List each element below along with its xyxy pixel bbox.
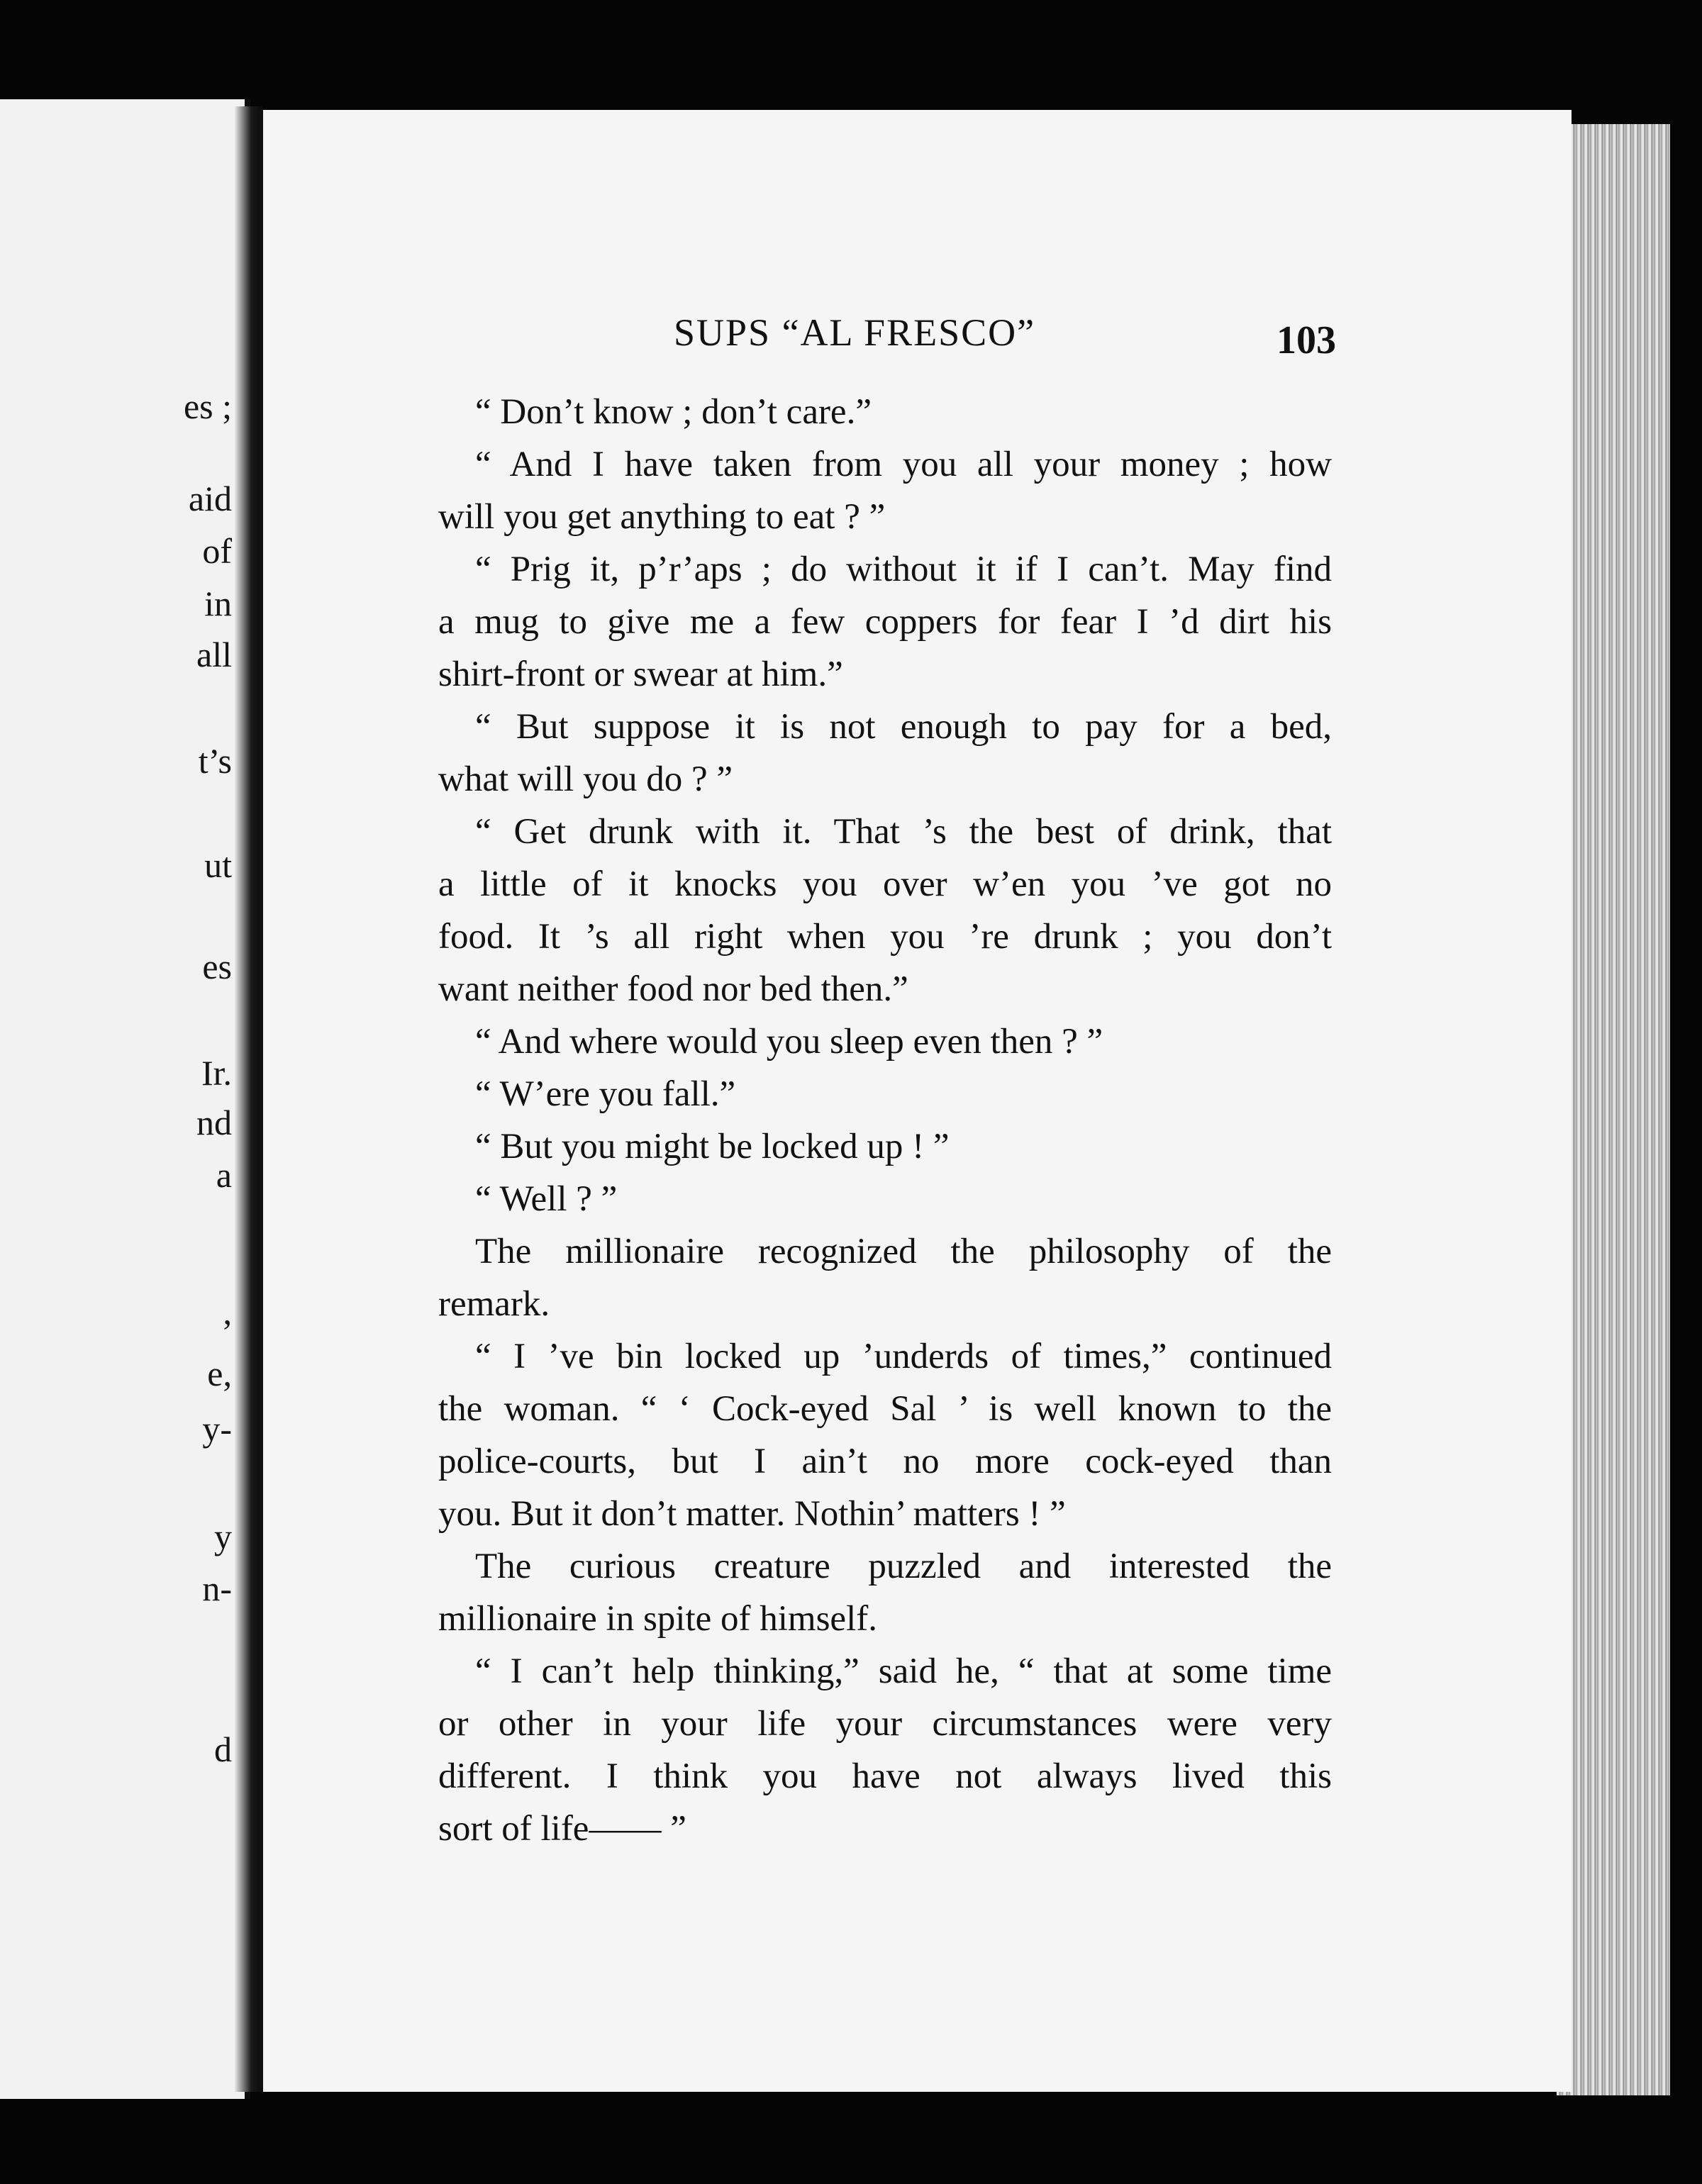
left-page-fragment: of bbox=[202, 531, 232, 571]
left-page-fragment: e, bbox=[207, 1354, 232, 1393]
text-line: you. But it don’t matter. Nothin’ matters ! ” bbox=[438, 1494, 1066, 1534]
text-line: a little of it knocks you over w’en you ’ve got no bbox=[438, 864, 1332, 904]
text-line: sort of life—— ” bbox=[438, 1809, 686, 1849]
left-page-fragment: y- bbox=[202, 1409, 232, 1449]
left-page-fragment: nd bbox=[196, 1103, 232, 1142]
text-line: will you get anything to eat ? ” bbox=[438, 497, 886, 537]
text-line: “ Get drunk with it. That ’s the best of drink, that bbox=[475, 812, 1332, 852]
left-page-fragment: in bbox=[204, 584, 232, 623]
text-line: “ Prig it, p’r’aps ; do without it if I can’t. May find bbox=[475, 550, 1332, 589]
text-line: or other in your life your circumstances were very bbox=[438, 1704, 1332, 1744]
text-line: want neither food nor bed then.” bbox=[438, 969, 908, 1009]
text-line: police-courts, but I ain’t no more cock-eyed than bbox=[438, 1442, 1332, 1481]
left-page bbox=[0, 99, 250, 2099]
left-page-fragment: es ; bbox=[183, 386, 232, 426]
text-line: millionaire in spite of himself. bbox=[438, 1599, 877, 1639]
text-line: “ I can’t help thinking,” said he, “ that at some time bbox=[475, 1651, 1332, 1691]
text-line: “ But you might be locked up ! ” bbox=[475, 1127, 950, 1166]
page-number: 103 bbox=[1276, 318, 1336, 362]
left-page-fragment: Ir. bbox=[201, 1053, 232, 1093]
running-head: SUPS “AL FRESCO” bbox=[674, 311, 1036, 354]
text-line: “ Well ? ” bbox=[475, 1179, 618, 1219]
left-page-fragment: n- bbox=[202, 1569, 232, 1608]
text-line: “ Don’t know ; don’t care.” bbox=[475, 392, 872, 432]
left-page-fragment: , bbox=[223, 1292, 232, 1332]
page-edges bbox=[1557, 124, 1670, 2095]
text-line: a mug to give me a few coppers for fear I ’d dirt his bbox=[438, 602, 1332, 642]
text-line: food. It ’s all right when you ’re drunk ; you don’t bbox=[438, 917, 1332, 957]
left-page-fragment: d bbox=[214, 1729, 232, 1769]
left-page-fragment: es bbox=[202, 947, 232, 986]
text-line: “ And I have taken from you all your money ; how bbox=[475, 445, 1332, 484]
left-page-fragment: a bbox=[216, 1155, 232, 1195]
text-line: different. I think you have not always lived this bbox=[438, 1756, 1332, 1796]
left-page-fragment: ut bbox=[204, 845, 232, 885]
text-line: the woman. “ ‘ Cock-eyed Sal ’ is well known to the bbox=[438, 1389, 1332, 1429]
text-line: The millionaire recognized the philosophy of the bbox=[475, 1232, 1332, 1271]
left-page-fragment: y bbox=[214, 1517, 232, 1556]
text-line: “ I ’ve bin locked up ’underds of times,” continued bbox=[475, 1337, 1332, 1376]
text-line: “ And where would you sleep even then ? ” bbox=[475, 1022, 1103, 1062]
book-gutter bbox=[234, 106, 262, 2092]
left-page-fragment: aid bbox=[188, 479, 232, 518]
text-line: what will you do ? ” bbox=[438, 759, 733, 799]
text-line: remark. bbox=[438, 1284, 550, 1324]
left-page-fragment: all bbox=[196, 635, 232, 674]
text-line: shirt-front or swear at him.” bbox=[438, 654, 843, 694]
left-page-fragment: t’s bbox=[198, 741, 232, 781]
text-line: “ W’ere you fall.” bbox=[475, 1074, 736, 1114]
text-line: “ But suppose it is not enough to pay for a bed, bbox=[475, 707, 1332, 747]
text-line: The curious creature puzzled and interested the bbox=[475, 1547, 1332, 1586]
